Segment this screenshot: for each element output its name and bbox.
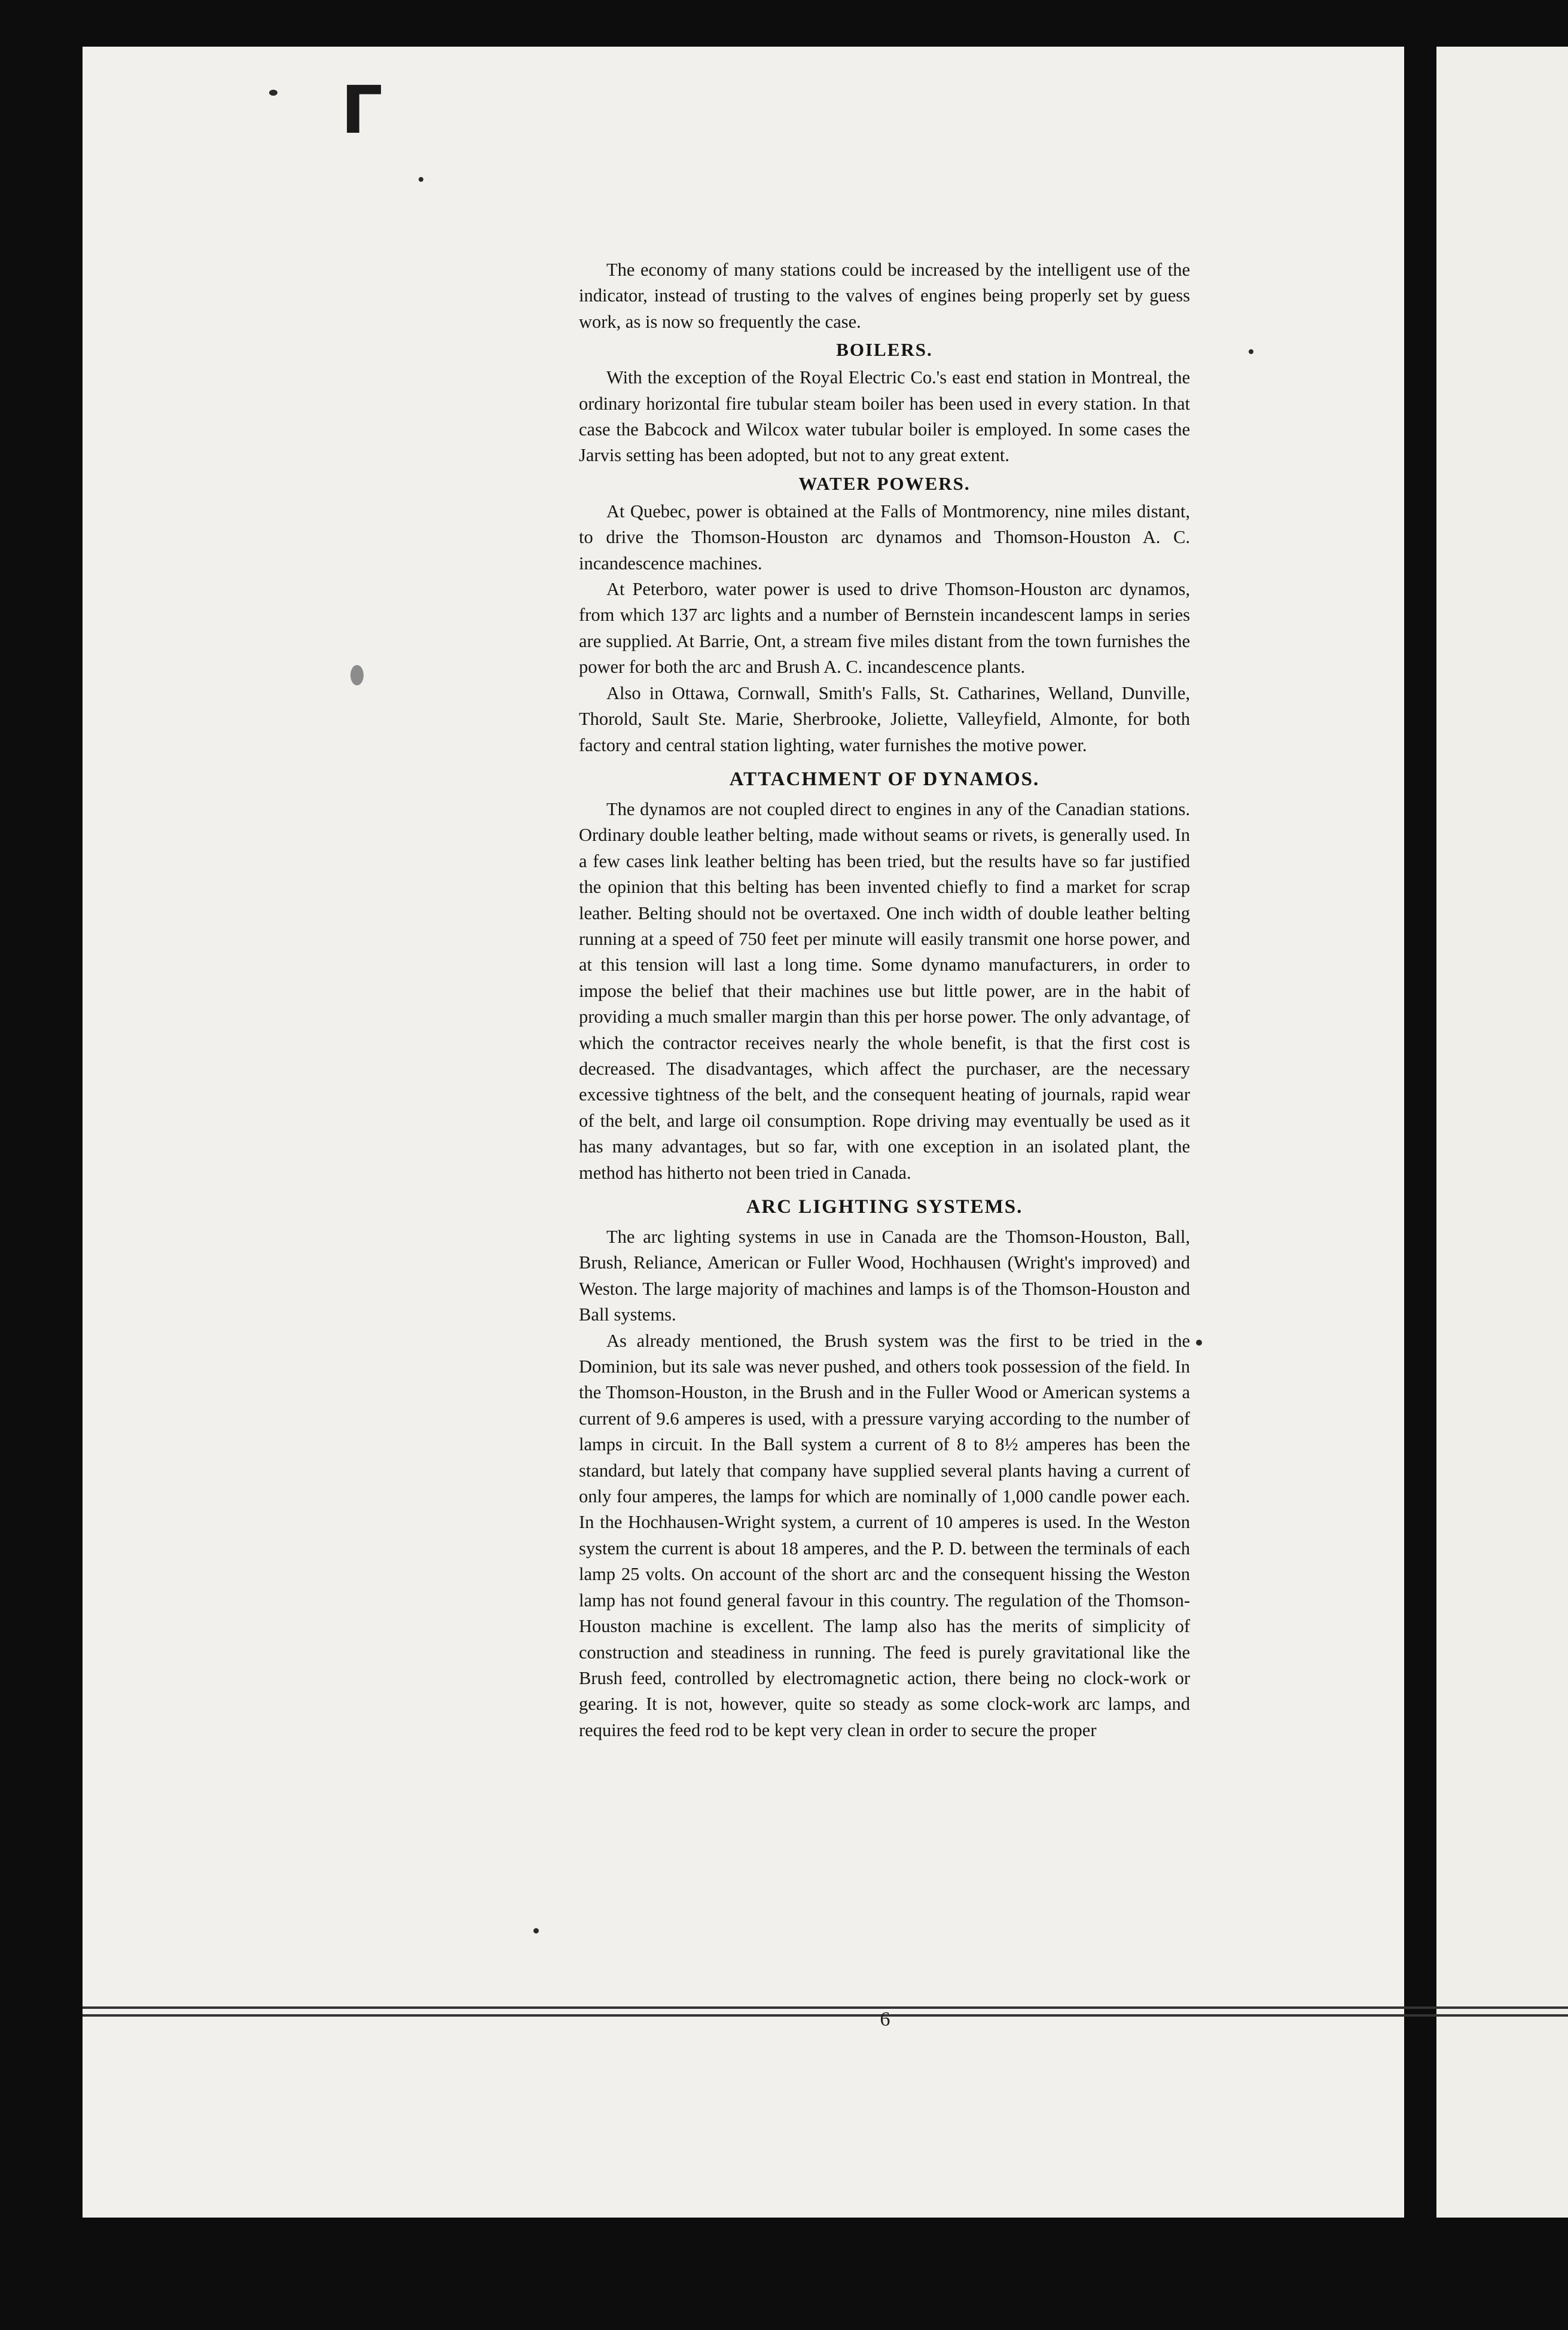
scan-top-border: [0, 0, 1568, 47]
page-number: 6: [880, 2008, 890, 2030]
attachment-heading: ATTACHMENT OF DYNAMOS.: [729, 768, 1040, 790]
arc-lighting-paragraph: The arc lighting systems in use in Canada are the Thomson-Houston, Ball, Brush, Reliance, American or Fuller Wood, Hochhausen (Wright's improved) and Weston. The large majority of machines and lamps is of the Thomson-Houston and Ball systems.: [579, 1227, 1190, 1325]
boilers-paragraph: With the exception of the Royal Electric Co.'s east end station in Montreal, the ordinary horizontal fire tubular steam boiler has been used in every station. In that case the Babcock and Wilcox water tubular boiler is employed. In some cases the Jarvis setting has been adopted, but not to any great extent.: [579, 367, 1190, 466]
article-column: [579, 257, 1190, 1743]
attachment-paragraph: The dynamos are not coupled direct to engines in any of the Canadian stations. Ordinary double leather belting, made without seams or rivets, is generally used. In a few cases link leather belting has been tried, but the results have so far justified the opinion that this belting has been invented chiefly to find a market for scrap leather. Belting should not be overtaxed. One inch width of double leather belting running at a speed of 750 feet per minute will easily transmit one horse power, and at this tension will last a long time. Some dynamo manufacturers, in order to impose the belief that their machines use but little power, are in the habit of providing a much smaller margin than this per horse power. The only advantage, of which the contractor receives nearly the whole benefit, is that the first cost is decreased. The disadvantages, which affect the purchaser, are the necessary excessive tightness of the belt, and the consequent heating of journals, rapid wear of the belt, and large oil consumption. Rope driving may eventually be used as it has many advantages, but so far, with one exception in an isolated plant, the method has hitherto not been tried in Canada.: [579, 798, 1190, 1183]
water-powers-paragraph: At Quebec, power is obtained at the Falls of Montmorency, nine miles distant, to drive the Thomson-Houston arc dynamos and Thomson-Houston A. C. incandescence machines.: [579, 501, 1190, 574]
scan-speck: [1249, 349, 1253, 354]
corner-mark: Γ: [341, 72, 383, 148]
scan-speck: [533, 1928, 539, 1933]
intro-paragraph: The economy of many stations could be increased by the intelligent use of the indicator, instead of trusting to the valves of engines being properly set by guess work, as is now so frequently the case.: [579, 260, 1190, 332]
water-powers-paragraph: Also in Ottawa, Cornwall, Smith's Falls, St. Catharines, Welland, Dunville, Thorold, Sault Ste. Marie, Sherbrooke, Joliette, Valleyfield, Almonte, for both factory and central station lighting, water furnishes the motive power.: [579, 682, 1190, 755]
scan-speck: [419, 177, 423, 182]
arc-lighting-heading: ARC LIGHTING SYSTEMS.: [746, 1196, 1023, 1218]
scan-speck: [350, 665, 364, 685]
water-powers-heading: WATER POWERS.: [798, 472, 971, 494]
scan-speck: [269, 90, 277, 96]
fold-line-lower: [83, 2014, 1568, 2017]
water-powers-paragraph: At Peterboro, water power is used to drive Thomson-Houston arc dynamos, from which 137 arc lights and a number of Bernstein incandescent lamps in series are supplied. At Barrie, Ont, a stream five miles distant from the town furnishes the power for both the arc and Brush A. C. incandescence plants.: [579, 579, 1190, 678]
fold-line-upper: [83, 2006, 1568, 2009]
scan-speck: [1196, 1340, 1202, 1346]
arc-lighting-paragraph: As already mentioned, the Brush system was the first to be tried in the Dominion, but its sale was never pushed, and others took possession of the field. In the Thomson-Houston, in the Brush and in the Fuller Wood or American systems a current of 9.6 amperes is used, with a pressure varying according to the number of lamps in circuit. In the Ball system a current of 8 to 8½ amperes has been the standard, but lately that company have supplied several plants having a current of only four amperes, the lamps for which are nominally of 1,000 candle power each. In the Hochhausen-Wright system, a current of 10 amperes is used. In the Weston system the current is about 18 amperes, and the P. D. between the terminals of each lamp 25 volts. On account of the short arc and the consequent hissing the Weston lamp has not found general favour in this country. The regulation of the Thomson-Houston machine is excellent. The lamp also has the merits of simplicity of construction and steadiness in running. The feed is purely gravitational like the Brush feed, controlled by electromagnetic action, there being no clock-work or gearing. It is not, however, quite so steady as some clock-work arc lamps, and requires the feed rod to be kept very clean in order to secure the proper: [579, 1330, 1190, 1740]
adjacent-page-edge: [1436, 47, 1568, 2218]
scan-bottom-border: [0, 2218, 1568, 2330]
boilers-heading: BOILERS.: [836, 339, 933, 361]
